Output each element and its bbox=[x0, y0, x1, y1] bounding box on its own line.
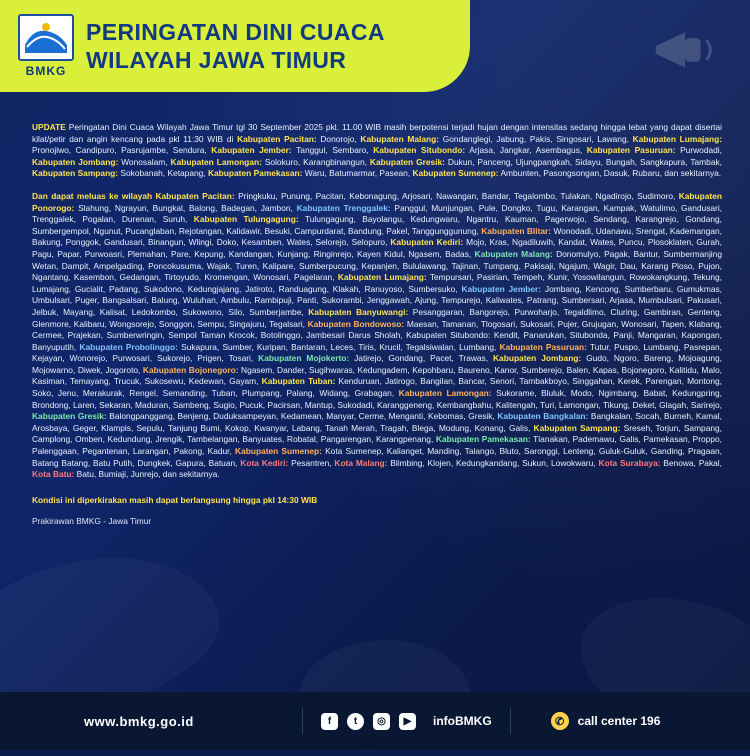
bmkg-logo bbox=[18, 14, 74, 78]
title-line-2: WILAYAH JAWA TIMUR bbox=[86, 47, 347, 73]
footer bbox=[0, 692, 750, 750]
phone-icon: ✆ bbox=[551, 712, 569, 730]
paragraph-update: UPDATE Peringatan Dini Cuaca Wilayah Jawa Timur tgl 30 September 2025 pkl. 11.00 WIB masih berpotensi terjadi hujan dengan intensitas sedang hingga lebat yang dapat disertai kilat/petir dan angin kencang pada pkl 11:30 WIB di Kabupaten Pacitan: Donorojo, Kabupaten Malang: Gondanglegi, Jabung, Pakis, Singosari, Lawang, Kabupaten Lumajang: Pronojiwo, Candipuro, Pasrujambe, Sendura, Kabupaten Jember: Tanggul, Sembaro, Kabupaten Situbondo: Arjasa, Jangkar, Asembagus, Kabupaten Pasuruan: Purwodadi, Kabupaten Jombang: Wonosalam, Kabupaten Lamongan: Solokuro, Karangbinangun, Kabupaten Gresik: Dukun, Panceng, Ujungpangkah, Sidayu, Bungah, Sangkapura, Tambak, Kabupaten Sampang: Sokobanah, Ketapang, Kabupaten Pamekasan: Waru, Batumarmar, Pasean, Kabupaten Sumenep: Ambunten, Pasongsongan, Dasuk, Rubaru, dan sekitarnya. bbox=[32, 122, 723, 179]
header bbox=[0, 0, 750, 92]
youtube-icon[interactable]: ▶ bbox=[399, 713, 416, 730]
logo-wordmark: BMKG bbox=[25, 64, 67, 78]
instagram-icon[interactable]: ◎ bbox=[373, 713, 390, 730]
paragraph-expansion: Dan dapat meluas ke wilayah Kabupaten Pacitan: Pringkuku, Punung, Pacitan, Kebonagung, Arjosari, Nawangan, Bandar, Tegalombo, Tulakan, Ngadirojo, Sudimoro, Kabupaten Ponorogo: Slahung, Ngrayun, Bungkal, Balong, Badegan, Jambon, Kabupaten Trenggalek: Panggul, Munjungan, Pule, Dongko, Tugu, Karangan, Kampak, Watulimo, Gandusari, Trenggalek, Pogalan, Durenan, Suruh, Kabupaten Tulungagung: Tulungagung, Bayolangu, Kedungwaru, Ngantru, Kauman, Pagerwojo, Sendang, Karangrejo, Gondang, Sumbergempol, Ngunut, Pucanglaban, Rejotangan, Kalidawir, Besuki, Campurdarat, Bandung, Pakel, Tanggunggunung, Kabupaten Blitar: Wonodadi, Udanawu, Srengat, Kademangan, Bakung, Ponggok, Gandusari, Binangun, Wlingi, Doko, Kesamben, Wates, Selorejo, Selopuro, Kabupaten Kediri: Mojo, Kras, Ngadiluwih, Kandat, Wates, Puncu, Plosoklaten, Gurah, Pagu, Papar, Purwoasri, Plemahan, Pare, Kepung, Kandangan, Kunjang, Ringinrejo, Kayen Kidul, Ngasem, Badas, Kabupaten Malang: Donomulyo, Pagak, Bantur, Sumbermanjing Wetan, Dampit, Ampelgading, Poncokusuma, Wajak, Turen, Kalipare, Sumberpucung, Kepanjen, Bululawang, Tajinan, Tumpang, Pakisaji, Ngajum, Wagir, Dau, Karang Ploso, Pujon, Ngantang, Kasembon, Gedangan, Tirtoyudo, Kromengan, Wonosari, Pagelaran, Kabupaten Lumajang: Tempursari, Pasirian, Tempeh, Kunir, Yosowilangun, Rowokangkung, Tekung, Lumajang, Gucialit, Padang, Sukodono, Kedungjajang, Jatiroto, Randuagung, Klakah, Ranuyoso, Sumbersuko, Kabupaten Jember: Jombang, Kencong, Sumberbaru, Gumukmas, Umbulsari, Puger, Bangsalsari, Balung, Wuluhan, Ambulu, Rambipuji, Panti, Sukorambi, Jenggawah, Ajung, Tempurejo, Kaliwates, Patrang, Sumbersari, Arjasa, Mumbulsari, Pakusari, Jelbuk, Mayang, Kalisat, Ledokombo, Sukowono, Silo, Sumberjambe, Kabupaten Banyuwangi: Pesanggaran, Bangorejo, Purwoharjo, Tegaldlimo, Cluring, Gambiran, Genteng, Glenmore, Kalibaru, Wongsorejo, Songgon, Sempu, Singajuru, Tegalsari, Kabupaten Bondowoso: Maesan, Tamanan, Tlogosari, Sukosari, Pujer, Grujugan, Wonosari, Tapen, Klabang, Cermee, Prajekan, Sumberwringin, Sempol Taman Krocok, Botolinggo, Jambesari Darus Sholah, Kabupaten Situbondo: Kendit, Panarukan, Situbonda, Panji, Mangaran, Kapongan, Banyuputih, Kabupaten Probolinggo: Sukapura, Sumber, Kuripan, Bantaran, Leces, Tiris, Krucil, Tegalsiwalan, Lumbang, Kabupaten Pasuruan: Tutur, Puspo, Lumbang, Pasrepan, Kejayan, Wonorejo, Purwosari, Sukorejo, Prigen, Tosari, Kabupaten Mojokerto: Jatirejo, Gondang, Pacet, Trawas, Kabupaten Jombang: Gudo, Ngoro, Bareng, Mojoagung, Mojowarno, Diwek, Jogoroto, Kabupaten Bojonegoro: Ngasem, Dander, Sugihwaras, Kedungadem, Kepohbaru, Baureno, Kanor, Sumberejo, Balen, Kapas, Bojonegoro, Kalitidu, Malo, Kasiman, Temayang, Trucuk, Sukosewu, Kedewan, Gayam, Kabupaten Tuban: Kenduruan, Jatirogo, Bangilan, Bancar, Senori, Tambakboyo, Singgahan, Kerek, Parengan, Montong, Soko, Jenu, Merakurak, Rengel, Semanding, Tuban, Plumpang, Palang, Widang, Grabagan, Kabupaten Lamongan: Sukorame, Bluluk, Modo, Ngimbang, Babat, Kedungpring, Brondong, Laren, Sekaran, Maduran, Sambeng, Sugio, Pucuk, Pacirsan, Mantup, Sukodadi, Karanggeneng, Kembangbahu, Kalitengah, Turi, Lamongan, Tikung, Deket, Glagah, Sarirejo, Kabupaten Gresik: Balongpanggang, Benjeng, Duduksampeyan, Kedamean, Manyar, Cerme, Menganti, Kebomas, Gresik, Kabupaten Bangkalan: Bangkalan, Socah, Burneh, Kamal, Arosbaya, Geger, Klampis, Sepulu, Tanjung Bumi, Kokop, Kwanyar, Labang, Tanah Merah, Tragah, Blega, Modung, Konang, Galis, Kabupaten Sampang: Sreseh, Torjun, Sampang, Camplong, Omben, Kedundung, Jrengik, Tambelangan, Banyuates, Robatal, Pangarengan, Karangpenang, Kabupaten Pamekasan: Tlanakan, Pademawu, Galis, Pamekasan, Proppo, Palenggaan, Pegantenan, Larangan, Pakong, Kadur, Kabupaten Sumenep: Kota Sumenep, Kalianget, Manding, Talango, Bluto, Saronggi, Lenteng, Guluk-Guluk, Ganding, Pragaan, Batang Batang, Batu Putih, Dungkek, Gapura, Batuan, Kota Kediri: Pesantren, Kota Malang: Blimbing, Klojen, Kedungkandang, Sukun, Lowokwaru, Kota Surabaya: Benowa, Pakal, Kota Batu: Batu, Bumiaji, Junrejo, dan sekitarnya. bbox=[32, 190, 723, 480]
website-link[interactable]: www.bmkg.go.id bbox=[84, 713, 194, 729]
call-center bbox=[551, 712, 661, 730]
call-center-label: call center 196 bbox=[577, 714, 661, 728]
logo-graphic-icon bbox=[23, 19, 69, 57]
logo-emblem-icon bbox=[18, 14, 74, 61]
twitter-icon[interactable]: t bbox=[347, 713, 364, 730]
warning-text-body bbox=[32, 122, 722, 562]
title-line-1: PERINGATAN DINI CUACA bbox=[86, 19, 385, 45]
megaphone-icon bbox=[646, 20, 724, 80]
facebook-icon[interactable]: f bbox=[321, 713, 338, 730]
footer-divider-2 bbox=[510, 708, 511, 734]
social-links bbox=[321, 713, 492, 730]
social-handle: infoBMKG bbox=[433, 714, 492, 728]
poster-title bbox=[86, 18, 466, 74]
signature: Prakirawan BMKG - Jawa Timur bbox=[32, 516, 152, 527]
footer-divider bbox=[302, 708, 303, 734]
update-label: UPDATE bbox=[32, 122, 66, 132]
duration-note: Kondisi ini diperkirakan masih dapat berlangsung hingga pkl 14:30 WIB bbox=[32, 494, 318, 505]
